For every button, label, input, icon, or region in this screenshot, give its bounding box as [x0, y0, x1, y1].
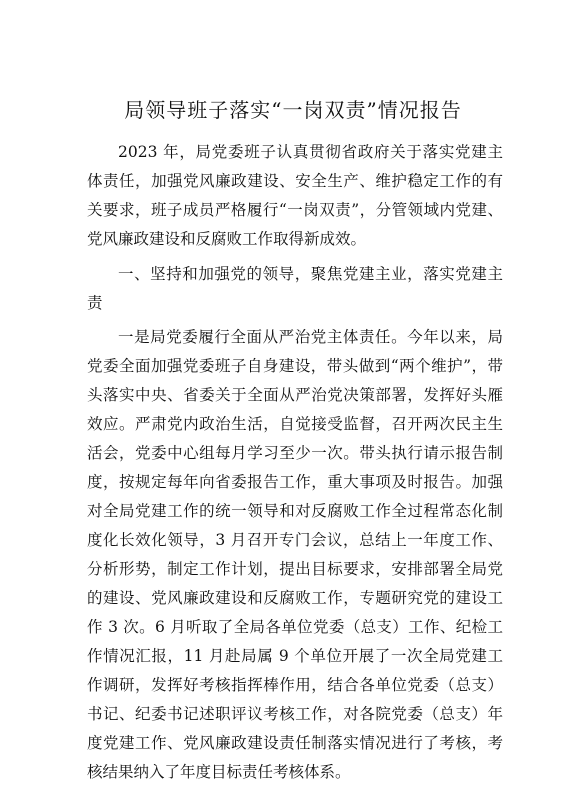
section-heading: 一、坚持和加强党的领导，聚焦党建主业，落实党建主责: [87, 265, 503, 312]
document-title: 局领导班子落实“一岗双责”情况报告: [124, 98, 462, 122]
body-paragraph: 一是局党委履行全面从严治党主体责任。今年以来，局党委全面加强党委班子自身建设，带头做到“两个维护”，带头落实中央、省委关于全面从严治党决策部署，发挥好头雁效应。严肃党内政治生活，自觉接受监督，召开两次民主生活会，党委中心组每月学习至少一次。带头执行请示报告制度，按规定每年向省委报告工作，重大事项及时报告。加强对全局党建工作的统一领导和对反腐败工作全过程常态化制度化长效化领导，3 月召开专门会议，总结上一年度工作、分析形势，制定工作计划，提出目标要求，安排部署全局党的建设、党风廉政建设和反腐败工作，专题研究党的建设工作 3 次。6 月听取了全局各单位党委（总支）工作、纪检工作情况汇报，11 月赴局属 9 个单位开展了一次全局党建工作调研，发挥好考核指挥棒作用，结合各单位党委（总支）书记、纪委书记述职评议考核工作，对各院党委（总支）年度党建工作、党风廉政建设责任制落实情况进行了考核，考核结果纳入了年度目标责任考核体系。: [87, 328, 503, 781]
intro-paragraph: 2023 年，局党委班子认真贯彻省政府关于落实党建主体责任，加强党风廉政建设、安全生产、维护稳定工作的有关要求，班子成员严格履行“一岗双责”，分管领域内党建、党风廉政建设和反腐败工作取得新成效。: [87, 143, 503, 248]
document-body: [87, 138, 503, 787]
